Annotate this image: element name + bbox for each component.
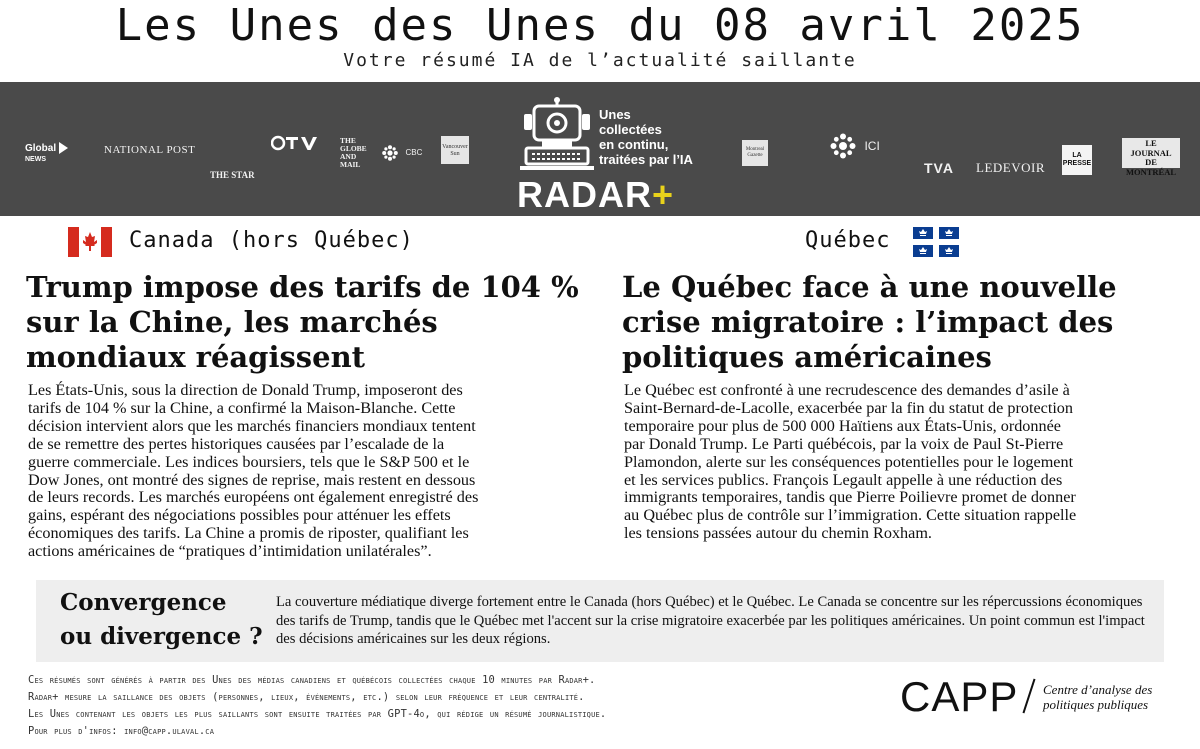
radar-tagline: Unes collectées en continu, traitées par l’IA [599,107,693,167]
headline-canada: Trump impose des tarifs de 104 % sur la Chine, les marchés mondiaux réagissent [26,270,579,374]
ctv-logo [271,135,317,156]
capp-divider [1022,679,1035,714]
globe-and-mail-logo: THE GLOBE AND MAIL [340,136,367,169]
footer-note-1: Ces résumés sont générés à partir des Unes des médias canadiens et québécois collectées chaque 10 minutes par Radar+. [28,674,596,686]
convergence-box [36,580,1164,662]
svg-text:Global: Global [25,143,57,154]
footer-note-3: Les Unes contenant les objets les plus saillants sont ensuite traitées par GPT-4o, qui rédige un résumé journalistique. [28,708,607,720]
radio-canada-gem-icon [830,133,856,159]
cbc-gem-icon [382,145,398,161]
canada-flag-icon [68,227,112,257]
ctv-mark-icon [271,135,317,151]
region-label-quebec: Québec [805,228,891,253]
summary-quebec: Le Québec est confronté à une recrudescence des demandes d’asile à Saint-Bernard-de-Lacolle, exacerbée par la fin du statut de protection temporaire pour plus de 500 000 Haïtiens aux États-Unis, ordonnée par Donald Trump. Le Parti québécois, par la voix de Paul St-Pierre Plamondon, alerte sur les conséquences potentielles pour le logement et les services publics. François Legault appelle à une réduction des immigrants temporaires, tandis que Pierre Poilievre promet de donner au Québec plus de contrôle sur l’immigration. Cette situation rappelle les tensions passées autour du chemin Roxham. [624,381,1077,543]
tva-logo: TVA [924,160,954,176]
radar-plus-sign: + [652,174,675,215]
capp-logo: CAPP [900,673,1019,720]
convergence-text: La couverture médiatique diverge fortement entre le Canada (hors Québec) et le Québec. Le Canada se concentre sur les répercussions économiques des tarifs de Trump, tandis que le Québec met l'accent sur la crise migratoire exacerbée par les politiques américaines. Un point commun est l'impact des décisions américaines sur les deux régions. [276,594,1145,647]
headline-quebec: Le Québec face à une nouvelle crise migratoire : l’impact des politiques américaines [622,270,1117,374]
radar-plus-logo: RADAR+ [517,174,675,215]
montreal-gazette-logo: Montreal Gazette [742,140,768,166]
svg-text:NEWS: NEWS [25,156,46,163]
page-subtitle: Votre résumé IA de l’actualité saillante [343,50,857,71]
region-label-canada: Canada (hors Québec) [129,228,414,253]
national-post-logo: NATIONAL POST [104,144,196,156]
capp-tagline: Centre d’analyse des politiques publiques [1043,682,1153,712]
convergence-title: Convergence ou divergence ? [60,589,263,650]
the-star-logo: THE STAR [210,170,255,180]
journal-de-montreal-logo: LE JOURNAL DE MONTRÉAL [1122,138,1180,168]
page-title: Les Unes des Unes du 08 avril 2025 [115,0,1085,51]
robot-icon [520,96,594,172]
footer-contact: Pour plus d'infos: info@capp.ulaval.ca [28,725,215,737]
vancouver-sun-logo: Vancouver Sun [441,136,469,164]
la-presse-logo: LA PRESSE [1062,145,1092,175]
le-devoir-logo: LEDEVOIR [976,160,1045,175]
summary-canada: Les États-Unis, sous la direction de Donald Trump, imposeront des tarifs de 104 % sur la Chine, a confirmé la Maison-Blanche. Cette décision intervient alors que les marchés financiers mondiaux tentent de se remettre des pertes historiques causées par l’escalade de la guerre commerciale. Les indices boursiers, tels que le S&P 500 et le Dow Jones, ont montré des signes de reprise, mais restent en dessous de leurs records. Les marchés européens ont également enregistré des gains, espérant des négociations possibles pour atténuer les effets économiques des tarifs. La Chine a promis de riposter, qualifiant les actions américaines de “pratiques d’intimidation unilatérales”. [28,381,479,561]
quebec-flag-icon [913,227,959,257]
ici-radio-canada-logo: ICI [830,133,880,159]
footer-note-2: Radar+ mesure la saillance des objets (personnes, lieux, événements, etc.) selon leur fréquence et leur centralité. [28,691,585,703]
cbc-logo: CBC [382,144,422,162]
global-news-mark-icon [25,140,69,164]
